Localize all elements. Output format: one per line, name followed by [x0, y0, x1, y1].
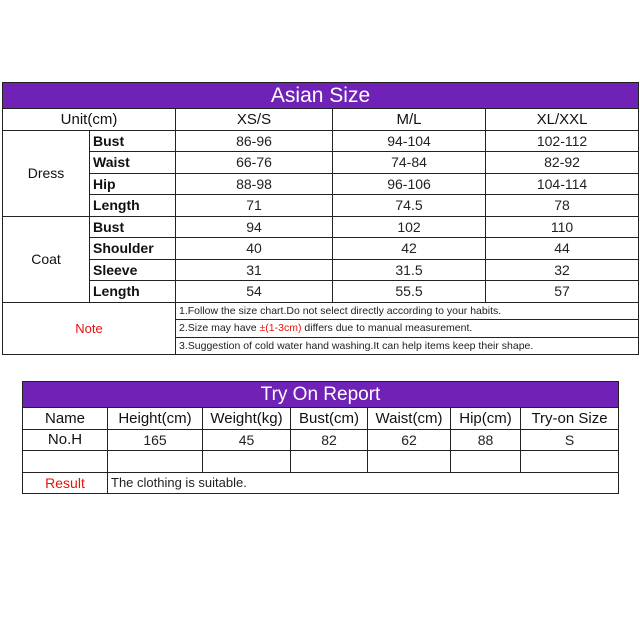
empty-cell — [521, 451, 619, 473]
dress-row-bust — [3, 130, 639, 152]
empty-cell — [368, 451, 451, 473]
report-title-row — [23, 382, 619, 408]
size-value: 86-96 — [176, 130, 333, 152]
measure-label: Bust — [90, 216, 176, 238]
size-value: 96-106 — [333, 173, 486, 195]
note-line-1: 1.Follow the size chart.Do not select directly according to your habits. — [176, 302, 639, 320]
coat-row-bust — [3, 216, 639, 238]
dress-row-hip — [3, 173, 639, 195]
header-weight: Weight(kg) — [203, 408, 291, 430]
note-line-2-prefix: 2.Size may have — [179, 322, 260, 334]
size-header-xl-xxl: XL/XXL — [486, 109, 639, 131]
size-value: 71 — [176, 195, 333, 217]
result-text: The clothing is suitable. — [108, 472, 619, 494]
size-value: 40 — [176, 238, 333, 260]
measure-label: Shoulder — [90, 238, 176, 260]
report-data-row — [23, 429, 619, 451]
header-hip: Hip(cm) — [451, 408, 521, 430]
size-value: 78 — [486, 195, 639, 217]
model-name: No.H — [23, 429, 108, 451]
size-value: 74-84 — [333, 152, 486, 174]
result-label: Result — [23, 472, 108, 494]
size-value: 66-76 — [176, 152, 333, 174]
dress-row-waist — [3, 152, 639, 174]
model-height: 165 — [108, 429, 203, 451]
header-height: Height(cm) — [108, 408, 203, 430]
note-line-2-suffix: differs due to manual measurement. — [301, 322, 473, 334]
asian-size-table — [2, 82, 639, 355]
coat-row-sleeve — [3, 259, 639, 281]
size-value: 42 — [333, 238, 486, 260]
model-try-on-size: S — [521, 429, 619, 451]
try-on-report-table — [22, 381, 619, 494]
report-header-row — [23, 408, 619, 430]
coat-row-length — [3, 281, 639, 303]
size-value: 74.5 — [333, 195, 486, 217]
size-value: 82-92 — [486, 152, 639, 174]
measure-label: Length — [90, 281, 176, 303]
empty-cell — [203, 451, 291, 473]
header-bust: Bust(cm) — [291, 408, 368, 430]
tolerance-highlight: ±(1-3cm) — [259, 322, 302, 334]
size-value: 94-104 — [333, 130, 486, 152]
size-chart-title: Asian Size — [3, 83, 639, 109]
note-label: Note — [3, 302, 176, 355]
model-waist: 62 — [368, 429, 451, 451]
measure-label: Sleeve — [90, 259, 176, 281]
size-value: 55.5 — [333, 281, 486, 303]
model-weight: 45 — [203, 429, 291, 451]
size-header-xs-s: XS/S — [176, 109, 333, 131]
size-value: 57 — [486, 281, 639, 303]
size-value: 104-114 — [486, 173, 639, 195]
model-bust: 82 — [291, 429, 368, 451]
note-line-2 — [176, 320, 639, 338]
note-row-1 — [3, 302, 639, 320]
size-value: 102-112 — [486, 130, 639, 152]
group-label-dress: Dress — [3, 130, 90, 216]
size-value: 31.5 — [333, 259, 486, 281]
coat-row-shoulder — [3, 238, 639, 260]
size-value: 44 — [486, 238, 639, 260]
size-value: 32 — [486, 259, 639, 281]
dress-row-length — [3, 195, 639, 217]
size-value: 102 — [333, 216, 486, 238]
size-value: 110 — [486, 216, 639, 238]
size-header-row — [3, 109, 639, 131]
size-value: 31 — [176, 259, 333, 281]
measure-label: Hip — [90, 173, 176, 195]
header-waist: Waist(cm) — [368, 408, 451, 430]
empty-cell — [451, 451, 521, 473]
empty-cell — [108, 451, 203, 473]
size-value: 94 — [176, 216, 333, 238]
header-name: Name — [23, 408, 108, 430]
note-line-3: 3.Suggestion of cold water hand washing.It can help items keep their shape. — [176, 337, 639, 355]
measure-label: Length — [90, 195, 176, 217]
measure-label: Bust — [90, 130, 176, 152]
size-header-m-l: M/L — [333, 109, 486, 131]
unit-label: Unit(cm) — [3, 109, 176, 131]
model-hip: 88 — [451, 429, 521, 451]
report-result-row — [23, 472, 619, 494]
empty-cell — [291, 451, 368, 473]
header-try-on-size: Try-on Size — [521, 408, 619, 430]
empty-cell — [23, 451, 108, 473]
size-title-row — [3, 83, 639, 109]
measure-label: Waist — [90, 152, 176, 174]
report-title: Try On Report — [23, 382, 619, 408]
size-value: 54 — [176, 281, 333, 303]
report-empty-row — [23, 451, 619, 473]
size-value: 88-98 — [176, 173, 333, 195]
group-label-coat: Coat — [3, 216, 90, 302]
